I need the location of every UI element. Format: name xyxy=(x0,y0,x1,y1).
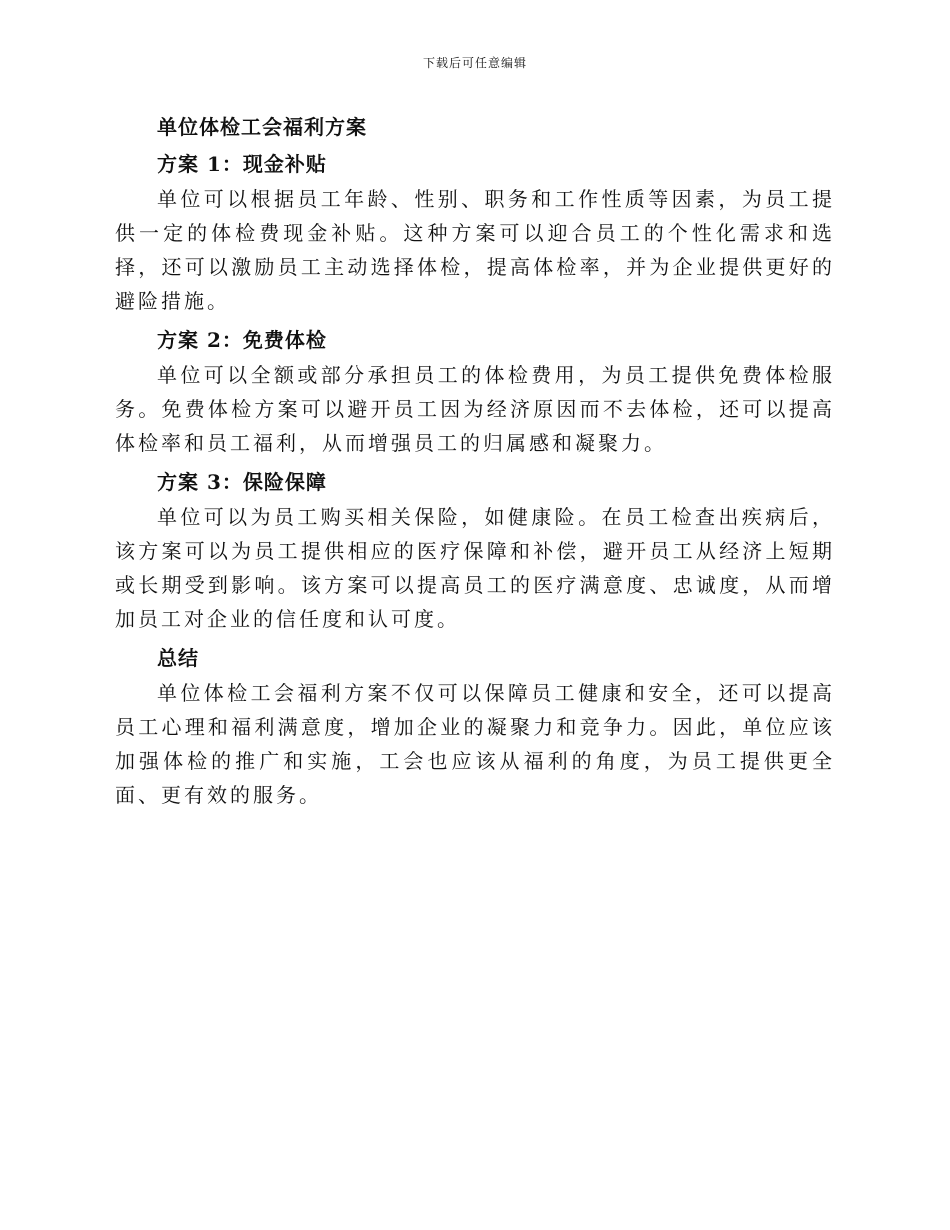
page-header: 下载后可任意编辑 xyxy=(422,56,527,70)
section-paragraph-1: 单位可以根据员工年龄、性别、职务和工作性质等因素，为员工提供一定的体检费现金补贴。这种方案可以迎合员工的个性化需求和选择，还可以激励员工主动选择体检，提高体检率，并为企业提供更好的避险措施。 xyxy=(115,187,835,313)
section-heading-1: 方案 1：现金补贴 xyxy=(157,152,327,176)
section-paragraph-2: 单位可以全额或部分承担员工的体检费用，为员工提供免费体检服务。免费体检方案可以避开员工因为经济原因而不去体检，还可以提高体检率和员工福利，从而增强员工的归属感和凝聚力。 xyxy=(115,363,835,455)
summary-paragraph: 单位体检工会福利方案不仅可以保障员工健康和安全，还可以提高员工心理和福利满意度，增加企业的凝聚力和竞争力。因此，单位应该加强体检的推广和实施，工会也应该从福利的角度，为员工提供更全面、更有效的服务。 xyxy=(115,681,835,807)
document-title: 单位体检工会福利方案 xyxy=(157,115,367,139)
summary-heading: 总结 xyxy=(157,646,199,670)
document-body xyxy=(115,112,835,812)
section-paragraph-3: 单位可以为员工购买相关保险，如健康险。在员工检查出疾病后，该方案可以为员工提供相应的医疗保障和补偿，避开员工从经济上短期或长期受到影响。该方案可以提高员工的医疗满意度、忠诚度，从而增加员工对企业的信任度和认可度。 xyxy=(115,505,835,631)
section-heading-2: 方案 2：免费体检 xyxy=(157,328,327,352)
section-heading-3: 方案 3：保险保障 xyxy=(157,470,327,494)
